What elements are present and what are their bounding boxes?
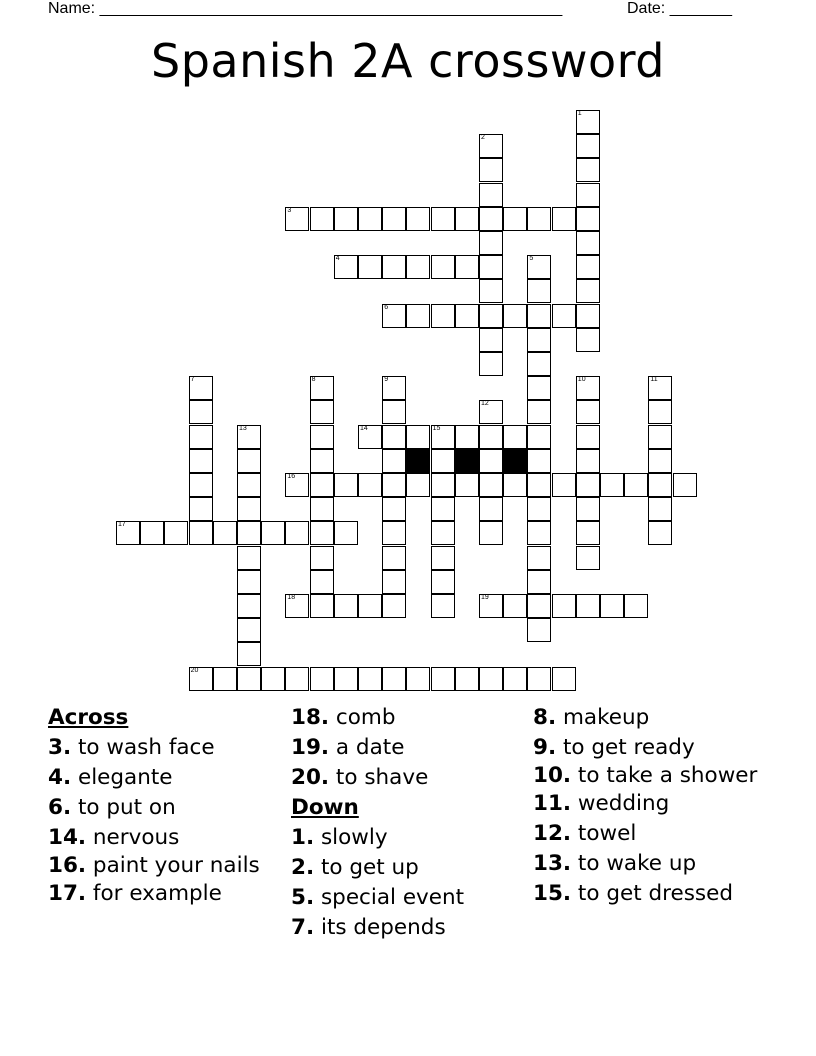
page-title: Spanish 2A crossword <box>151 34 665 88</box>
clues-column-3 <box>533 703 773 909</box>
grid-cell[interactable] <box>285 473 309 497</box>
clue-number: 16 <box>287 473 296 480</box>
grid-cell[interactable] <box>310 473 334 497</box>
grid-cell[interactable] <box>431 497 455 521</box>
grid-cell[interactable] <box>310 546 334 570</box>
grid-cell[interactable] <box>503 425 527 449</box>
grid-cell[interactable] <box>552 207 576 231</box>
clue-number: 13 <box>239 424 247 432</box>
clue-across-16: 16. paint your nails <box>48 853 260 878</box>
grid-cell[interactable] <box>673 473 697 497</box>
grid-cell[interactable] <box>382 570 406 594</box>
grid-cell[interactable] <box>479 279 503 303</box>
grid-cell[interactable] <box>310 594 334 618</box>
grid-cell[interactable] <box>576 158 600 182</box>
clue-number: 20 <box>190 666 199 674</box>
grid-cell[interactable] <box>310 376 334 400</box>
grid-cell[interactable] <box>406 255 430 279</box>
grid-cell[interactable] <box>237 546 261 570</box>
grid-cell[interactable] <box>382 497 406 521</box>
grid-cell[interactable] <box>310 497 334 521</box>
clue-down-13: 13. to wake up <box>533 851 697 876</box>
grid-cell[interactable] <box>479 473 503 497</box>
grid-cell[interactable] <box>334 255 358 279</box>
grid-cell[interactable] <box>479 497 503 521</box>
date-field[interactable]: Date: _______ <box>627 0 732 17</box>
clue-number: 4 <box>335 255 340 263</box>
grid-cell[interactable] <box>358 425 382 449</box>
grid-cell[interactable] <box>310 449 334 473</box>
grid-cell[interactable] <box>237 473 261 497</box>
grid-cell[interactable] <box>431 425 455 449</box>
clue-number: 9 <box>384 376 389 384</box>
grid-cell[interactable] <box>431 570 455 594</box>
clue-down-11: 11. wedding <box>533 791 670 816</box>
grid-cell[interactable] <box>479 183 503 207</box>
grid-cell[interactable] <box>189 473 213 497</box>
grid-cell[interactable] <box>552 473 576 497</box>
clue-across-6: 6. to put on <box>48 795 176 820</box>
grid-cell[interactable] <box>164 521 188 545</box>
grid-cell[interactable] <box>479 521 503 545</box>
grid-cell[interactable] <box>576 497 600 521</box>
grid-cell[interactable] <box>431 207 455 231</box>
clues-column-1 <box>48 703 283 909</box>
grid-cell[interactable] <box>455 207 479 231</box>
grid-cell[interactable] <box>261 667 285 691</box>
grid-cell[interactable] <box>237 594 261 618</box>
across-heading: Across <box>48 705 129 730</box>
clues-column-2 <box>291 703 526 943</box>
grid-cell[interactable] <box>479 594 503 618</box>
grid-cell[interactable] <box>382 304 406 328</box>
grid-block <box>503 449 527 473</box>
grid-cell[interactable] <box>455 304 479 328</box>
name-field[interactable]: Name: ____________________________________________________ <box>48 0 563 17</box>
grid-cell[interactable] <box>479 328 503 352</box>
grid-cell[interactable] <box>431 473 455 497</box>
clue-number: 5 <box>529 255 534 263</box>
grid-cell[interactable] <box>648 376 672 400</box>
grid-cell[interactable] <box>624 473 648 497</box>
grid-cell[interactable] <box>382 594 406 618</box>
clue-across-19: 19. a date <box>291 735 405 760</box>
grid-cell[interactable] <box>479 207 503 231</box>
grid-cell[interactable] <box>600 594 624 618</box>
grid-cell[interactable] <box>527 594 551 618</box>
clue-number: 18 <box>287 594 296 601</box>
clue-down-1: 1. slowly <box>291 825 388 850</box>
grid-cell[interactable] <box>527 207 551 231</box>
grid-cell[interactable] <box>310 667 334 691</box>
grid-cell[interactable] <box>576 400 600 424</box>
grid-cell[interactable] <box>527 328 551 352</box>
clue-number: 15 <box>432 424 441 432</box>
grid-cell[interactable] <box>648 521 672 545</box>
clue-number: 6 <box>384 303 389 311</box>
grid-cell[interactable] <box>237 497 261 521</box>
grid-cell[interactable] <box>406 304 430 328</box>
grid-cell[interactable] <box>382 400 406 424</box>
grid-cell[interactable] <box>237 425 261 449</box>
grid-cell[interactable] <box>527 521 551 545</box>
grid-cell[interactable] <box>479 352 503 376</box>
clue-down-5: 5. special event <box>291 885 465 910</box>
clue-down-9: 9. to get ready <box>533 735 695 760</box>
grid-cell[interactable] <box>189 425 213 449</box>
grid-cell[interactable] <box>552 304 576 328</box>
clue-number: 11 <box>650 376 658 384</box>
clue-number: 10 <box>577 376 586 384</box>
grid-cell[interactable] <box>334 667 358 691</box>
grid-cell[interactable] <box>382 425 406 449</box>
grid-cell[interactable] <box>140 521 164 545</box>
grid-block <box>406 449 430 473</box>
grid-cell[interactable] <box>213 521 237 545</box>
grid-cell[interactable] <box>237 618 261 642</box>
grid-cell[interactable] <box>358 473 382 497</box>
grid-cell[interactable] <box>624 594 648 618</box>
grid-cell[interactable] <box>213 667 237 691</box>
grid-cell[interactable] <box>382 449 406 473</box>
grid-cell[interactable] <box>334 594 358 618</box>
grid-cell[interactable] <box>237 642 261 666</box>
grid-cell[interactable] <box>576 521 600 545</box>
grid-cell[interactable] <box>479 255 503 279</box>
grid-cell[interactable] <box>285 521 309 545</box>
grid-cell[interactable] <box>479 667 503 691</box>
grid-cell[interactable] <box>189 521 213 545</box>
clue-down-8: 8. makeup <box>533 705 650 730</box>
grid-cell[interactable] <box>358 255 382 279</box>
grid-cell[interactable] <box>648 400 672 424</box>
grid-cell[interactable] <box>648 497 672 521</box>
grid-cell[interactable] <box>576 183 600 207</box>
clue-across-18: 18. comb <box>291 705 396 730</box>
clue-number: 19 <box>481 594 489 601</box>
grid-cell[interactable] <box>310 400 334 424</box>
grid-block <box>455 449 479 473</box>
grid-cell[interactable] <box>406 425 430 449</box>
grid-cell[interactable] <box>189 667 213 691</box>
clue-across-4: 4. elegante <box>48 765 173 790</box>
clue-number: 3 <box>287 206 292 214</box>
grid-cell[interactable] <box>285 594 309 618</box>
clue-number: 17 <box>118 521 126 529</box>
grid-cell[interactable] <box>479 134 503 158</box>
grid-cell[interactable] <box>382 546 406 570</box>
clue-across-3: 3. to wash face <box>48 735 215 760</box>
grid-cell[interactable] <box>189 449 213 473</box>
grid-cell[interactable] <box>503 594 527 618</box>
grid-cell[interactable] <box>237 667 261 691</box>
grid-cell[interactable] <box>334 207 358 231</box>
grid-cell[interactable] <box>431 521 455 545</box>
grid-cell[interactable] <box>527 352 551 376</box>
grid-cell[interactable] <box>455 667 479 691</box>
grid-cell[interactable] <box>455 255 479 279</box>
grid-cell[interactable] <box>382 376 406 400</box>
grid-cell[interactable] <box>431 449 455 473</box>
grid-cell[interactable] <box>527 570 551 594</box>
grid-cell[interactable] <box>189 497 213 521</box>
grid-cell[interactable] <box>406 207 430 231</box>
grid-cell[interactable] <box>310 425 334 449</box>
grid-cell[interactable] <box>310 570 334 594</box>
down-heading: Down <box>291 795 359 820</box>
grid-cell[interactable] <box>285 207 309 231</box>
grid-cell[interactable] <box>576 328 600 352</box>
grid-cell[interactable] <box>334 521 358 545</box>
clue-number: 7 <box>190 376 195 384</box>
grid-cell[interactable] <box>576 110 600 134</box>
grid-cell[interactable] <box>479 449 503 473</box>
grid-cell[interactable] <box>648 425 672 449</box>
grid-cell[interactable] <box>358 594 382 618</box>
grid-cell[interactable] <box>431 667 455 691</box>
grid-cell[interactable] <box>261 521 285 545</box>
grid-cell[interactable] <box>527 473 551 497</box>
grid-cell[interactable] <box>527 376 551 400</box>
grid-cell[interactable] <box>576 255 600 279</box>
grid-cell[interactable] <box>527 546 551 570</box>
grid-cell[interactable] <box>455 473 479 497</box>
clue-across-20: 20. to shave <box>291 765 429 790</box>
grid-cell[interactable] <box>285 667 309 691</box>
clue-number: 1 <box>577 110 582 117</box>
grid-cell[interactable] <box>358 667 382 691</box>
grid-cell[interactable] <box>503 304 527 328</box>
grid-cell[interactable] <box>648 449 672 473</box>
clue-down-7: 7. its depends <box>291 915 446 940</box>
grid-cell[interactable] <box>576 594 600 618</box>
clue-number: 14 <box>360 424 368 432</box>
grid-cell[interactable] <box>527 255 551 279</box>
clue-down-10: 10. to take a shower <box>533 763 758 788</box>
grid-cell[interactable] <box>576 449 600 473</box>
clue-down-15: 15. to get dressed <box>533 881 734 906</box>
grid-cell[interactable] <box>576 279 600 303</box>
grid-cell[interactable] <box>503 473 527 497</box>
grid-cell[interactable] <box>576 207 600 231</box>
clue-number: 8 <box>311 376 316 384</box>
grid-cell[interactable] <box>382 473 406 497</box>
grid-cell[interactable] <box>334 473 358 497</box>
grid-cell[interactable] <box>382 521 406 545</box>
grid-cell[interactable] <box>552 667 576 691</box>
grid-cell[interactable] <box>600 473 624 497</box>
grid-cell[interactable] <box>527 304 551 328</box>
clue-number: 12 <box>481 400 489 408</box>
grid-cell[interactable] <box>576 425 600 449</box>
grid-cell[interactable] <box>576 134 600 158</box>
grid-cell[interactable] <box>382 207 406 231</box>
grid-cell[interactable] <box>431 304 455 328</box>
clue-number: 2 <box>481 134 485 142</box>
grid-cell[interactable] <box>479 304 503 328</box>
grid-cell[interactable] <box>189 400 213 424</box>
grid-cell[interactable] <box>455 425 479 449</box>
grid-cell[interactable] <box>527 667 551 691</box>
grid-cell[interactable] <box>576 231 600 255</box>
grid-cell[interactable] <box>382 667 406 691</box>
grid-cell[interactable] <box>527 497 551 521</box>
grid-cell[interactable] <box>237 570 261 594</box>
grid-cell[interactable] <box>576 304 600 328</box>
grid-cell[interactable] <box>406 473 430 497</box>
grid-cell[interactable] <box>503 207 527 231</box>
grid-cell[interactable] <box>189 376 213 400</box>
grid-cell[interactable] <box>527 449 551 473</box>
grid-cell[interactable] <box>358 207 382 231</box>
grid-cell[interactable] <box>382 255 406 279</box>
grid-cell[interactable] <box>479 231 503 255</box>
clue-across-14: 14. nervous <box>48 825 180 850</box>
clue-down-12: 12. towel <box>533 821 637 846</box>
grid-cell[interactable] <box>576 473 600 497</box>
grid-cell[interactable] <box>310 207 334 231</box>
grid-cell[interactable] <box>527 400 551 424</box>
grid-cell[interactable] <box>576 546 600 570</box>
grid-cell[interactable] <box>116 521 140 545</box>
grid-cell[interactable] <box>527 618 551 642</box>
grid-cell[interactable] <box>431 546 455 570</box>
grid-cell[interactable] <box>576 376 600 400</box>
grid-cell[interactable] <box>503 667 527 691</box>
grid-cell[interactable] <box>479 400 503 424</box>
grid-cell[interactable] <box>237 521 261 545</box>
grid-cell[interactable] <box>431 255 455 279</box>
grid-cell[interactable] <box>406 667 430 691</box>
grid-cell[interactable] <box>527 279 551 303</box>
grid-cell[interactable] <box>527 425 551 449</box>
grid-cell[interactable] <box>237 449 261 473</box>
grid-cell[interactable] <box>310 521 334 545</box>
grid-cell[interactable] <box>648 473 672 497</box>
grid-cell[interactable] <box>431 594 455 618</box>
clue-across-17: 17. for example <box>48 881 222 906</box>
grid-cell[interactable] <box>479 425 503 449</box>
clue-down-2: 2. to get up <box>291 855 419 880</box>
grid-cell[interactable] <box>479 158 503 182</box>
grid-cell[interactable] <box>552 594 576 618</box>
